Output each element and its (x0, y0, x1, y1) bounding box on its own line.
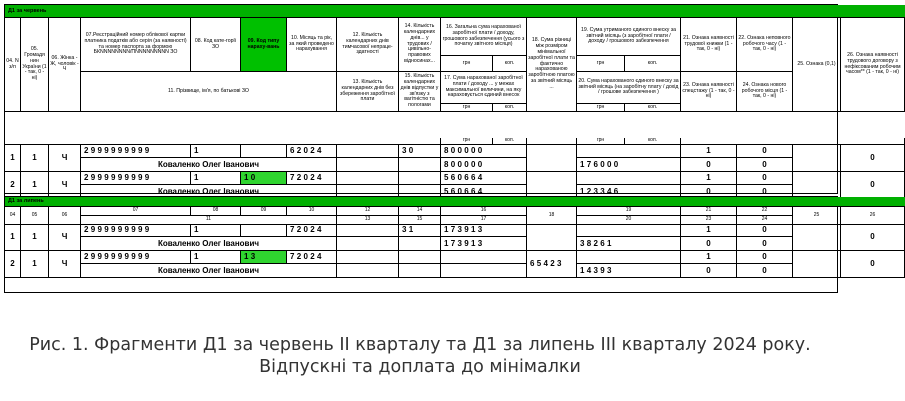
unfixed-hours-flag: 0 (841, 172, 905, 199)
col-16-grn: грн (441, 56, 493, 72)
work-days (399, 251, 441, 264)
unpaid-days (337, 158, 399, 172)
maternity-days (399, 237, 441, 251)
new-workplace-flag: 0 (737, 264, 793, 278)
col-19-num: 19 (577, 207, 681, 216)
col-14-header: 14. Кількість календарних днів... у трудових / цивільно-правових відносинах... (399, 18, 441, 72)
min-wage-difference (527, 224, 577, 251)
accrued-within-max: 800000 (441, 158, 527, 172)
col-07-header: 07.Реєстраційний номер облікової картки платника податків або серія (за наявності) та номер паспорта за формою БКNNNNNNNN/ПNNNNNNNNN ЗО (81, 18, 191, 72)
col-20-grn: грн (577, 104, 625, 112)
grn-label: грн (441, 138, 493, 145)
part-time-flag: 0 (737, 145, 793, 158)
accrual-type-code: 13 (241, 251, 287, 264)
col-16-num: 16 (441, 207, 527, 216)
col-26-header: 26. Ознака наявності трудового договору з нефіксованим робочим часом** (1 - так, 0 - ні) (841, 18, 905, 112)
min-wage-difference (527, 145, 577, 172)
accrued-contribution: 123346 (577, 185, 681, 199)
new-workplace-flag: 0 (737, 158, 793, 172)
row-number: 1 (5, 145, 21, 172)
maternity-days (399, 158, 441, 172)
col-22-num: 22 (737, 207, 793, 216)
col-25-value (793, 224, 841, 251)
col-23-num: 23 (681, 216, 737, 225)
col-18-header: 18. Сума різниці між розміром мінімальної заробітної плати та фактично нарахованою заробітною платою за звітний місяць ... (527, 18, 577, 112)
grn-label: грн (577, 138, 625, 145)
total-accrued: 173913 (441, 224, 527, 237)
rnokpp-value: 2999999999 (81, 251, 191, 264)
col-05-num: 05 (21, 207, 49, 225)
sick-days (337, 172, 399, 185)
min-wage-difference: 65423 (527, 251, 577, 278)
category-code: 1 (191, 145, 241, 158)
accrued-contribution: 14393 (577, 264, 681, 278)
col-24-num: 24 (737, 216, 793, 225)
col-04-header: 04. N з/п (5, 18, 21, 112)
rnokpp-value: 2999999999 (81, 224, 191, 237)
col-07-num: 07 (81, 207, 191, 216)
col-15-num: 15 (399, 216, 441, 225)
new-workplace-flag: 0 (737, 237, 793, 251)
caption-line-1: Рис. 1. Фрагменти Д1 за червень II кварталу та Д1 за липень III кварталу 2024 року. (29, 335, 811, 355)
col-12-header: 12. Кількість календарних днів тимчасової непраце-здатності (337, 18, 399, 72)
col-17-header: 17. Сума нарахованої заробітної плати / доходу ... у межах максимальної величини, на яку нараховується єдиний внесок (441, 72, 527, 104)
sick-days (337, 145, 399, 158)
figure-caption (0, 334, 840, 378)
unfixed-hours-flag: 0 (841, 145, 905, 172)
accrued-contribution: 38261 (577, 237, 681, 251)
accrued-within-max (441, 264, 527, 278)
accrued-within-max: 173913 (441, 237, 527, 251)
unpaid-days (337, 237, 399, 251)
labor-book-flag: 1 (681, 224, 737, 237)
special-seniority-flag: 0 (681, 237, 737, 251)
col-11-header: 11. Прізвище, ім'я, по батькові ЗО (81, 72, 337, 112)
col-25-header: 25. Ознака (0,1) (793, 18, 841, 112)
table-title: Д1 за червень (5, 5, 905, 18)
col-24-header: 24. Ознака нового робочого місця (1 - так, 0 - ні) (737, 72, 793, 112)
sex-code: Ч (49, 251, 81, 278)
sex-code: Ч (49, 224, 81, 251)
col-25-value (793, 145, 841, 172)
row-number: 1 (5, 224, 21, 251)
col-19-grn: грн (577, 56, 625, 72)
work-days: 31 (399, 224, 441, 237)
withheld-contribution (577, 172, 681, 185)
part-time-flag: 0 (737, 224, 793, 237)
col-14-num: 14 (399, 207, 441, 216)
sex-code: Ч (49, 145, 81, 172)
accrual-month: 72024 (287, 224, 337, 237)
col-05-header: 05. Громадя нин України (1 - так, 0 - ні) (21, 18, 49, 112)
col-11-num: 11 (81, 216, 337, 225)
col-20-num: 20 (577, 216, 681, 225)
col-13-header: 13. Кількість календарних днів без збереження заробітної плати (337, 72, 399, 112)
withheld-contribution (577, 145, 681, 158)
col-15-header: 15. Кількість календарних днів відпустки у зв'язку з вагітністю та пологами (399, 72, 441, 112)
work-days (399, 172, 441, 185)
labor-book-flag: 1 (681, 145, 737, 158)
sex-code: Ч (49, 172, 81, 199)
col-08-header: 08. Код кате-горії ЗО (191, 18, 241, 72)
accrual-month: 72024 (287, 172, 337, 185)
col-04-num: 04 (5, 207, 21, 225)
d1-july-rows (4, 224, 875, 292)
employee-name: Коваленко Олег Іванович (81, 237, 337, 251)
citizen-flag: 1 (21, 224, 49, 251)
rnokpp-value: 2999999999 (81, 145, 191, 158)
unfixed-hours-flag: 0 (841, 251, 905, 278)
col-06-num: 06 (49, 207, 81, 225)
row-number: 2 (5, 251, 21, 278)
accrued-within-max: 560664 (441, 185, 527, 199)
col-10-header: 10. Місяць та рік, за який проведено нарахування (287, 18, 337, 72)
labor-book-flag: 1 (681, 251, 737, 264)
part-time-flag: 0 (737, 251, 793, 264)
labor-book-flag: 1 (681, 172, 737, 185)
special-seniority-flag: 0 (681, 158, 737, 172)
sick-days (337, 251, 399, 264)
spacer (527, 138, 577, 145)
col-09-num: 09 (241, 207, 287, 216)
col-21-num: 21 (681, 207, 737, 216)
col-25-value (793, 251, 841, 278)
col-08-num: 08 (191, 207, 241, 216)
kop-label: коп. (625, 138, 681, 145)
special-seniority-flag: 0 (681, 185, 737, 199)
accrued-contribution: 176000 (577, 158, 681, 172)
col-26-num: 26 (841, 207, 905, 225)
employee-name: Коваленко Олег Іванович (81, 264, 337, 278)
category-code: 1 (191, 224, 241, 237)
col-21-header: 21. Ознака наявності трудової книжки (1 - так, 0 - ні) (681, 18, 737, 72)
col-22-header: 22. Ознака неповного робочого часу (1 - так, 0 - ні) (737, 18, 793, 72)
table-title: Д1 за липень (5, 197, 905, 207)
rnokpp-value: 2999999999 (81, 172, 191, 185)
caption-line-2: Відпускні та доплата до мінімалки (259, 357, 581, 377)
accrual-type-code (241, 224, 287, 237)
category-code: 1 (191, 172, 241, 185)
accrual-month: 72024 (287, 251, 337, 264)
total-accrued (441, 251, 527, 264)
col-16-kop: коп. (493, 56, 527, 72)
col-09-header: 09. Код типу нараху-вань (241, 18, 287, 72)
col-20-kop: коп. (625, 104, 681, 112)
maternity-days (399, 264, 441, 278)
min-wage-difference (527, 172, 577, 199)
col-17-grn: грн (441, 104, 493, 112)
col-16-header: 16. Загальна сума нарахованої заробітної плати / доходу, грошового забезпечення (усього з початку звітного місяця) (441, 18, 527, 56)
col-19-header: 19. Сума утриманого єдиного внеску за звітний місяць (з заробітної плати / доходу / грошового забезпечення (577, 18, 681, 56)
col-10-num: 10 (287, 207, 337, 216)
sick-days (337, 224, 399, 237)
citizen-flag: 1 (21, 172, 49, 199)
accrual-type-code: 10 (241, 172, 287, 185)
spacer (5, 138, 441, 145)
total-accrued: 800000 (441, 145, 527, 158)
col-23-header: 23. Ознака наявності спецстажу (1 - так, 0 - ні) (681, 72, 737, 112)
col-25-value (793, 172, 841, 199)
accrual-month: 62024 (287, 145, 337, 158)
accrual-type-code (241, 145, 287, 158)
col-06-header: 06. Жінка - Ж, чоловік - Ч (49, 18, 81, 112)
spacer (681, 138, 905, 145)
withheld-contribution (577, 251, 681, 264)
special-seniority-flag: 0 (681, 264, 737, 278)
citizen-flag: 1 (21, 145, 49, 172)
col-12-num: 12 (337, 207, 399, 216)
employee-name: Коваленко Олег Іванович (81, 158, 337, 172)
employee-name: Коваленко Олег Іванович (81, 185, 337, 199)
col-19-kop: коп. (625, 56, 681, 72)
row-number: 2 (5, 172, 21, 199)
col-25-num: 25 (793, 207, 841, 225)
category-code: 1 (191, 251, 241, 264)
unpaid-days (337, 264, 399, 278)
new-workplace-flag: 0 (737, 185, 793, 199)
citizen-flag: 1 (21, 251, 49, 278)
withheld-contribution (577, 224, 681, 237)
col-18-num: 18 (527, 207, 577, 225)
work-days: 30 (399, 145, 441, 158)
total-accrued: 560664 (441, 172, 527, 185)
col-17-num: 17 (441, 216, 527, 225)
col-17-kop: коп. (493, 104, 527, 112)
part-time-flag: 0 (737, 172, 793, 185)
col-20-header: 20. Сума нарахованого єдиного внеску за звітний місяць (на заробітну плату / дохід / грошове забезпечення ) (577, 72, 681, 104)
kop-label: коп. (493, 138, 527, 145)
col-13-num: 13 (337, 216, 399, 225)
d1-june-rows (4, 137, 875, 196)
unfixed-hours-flag: 0 (841, 224, 905, 251)
